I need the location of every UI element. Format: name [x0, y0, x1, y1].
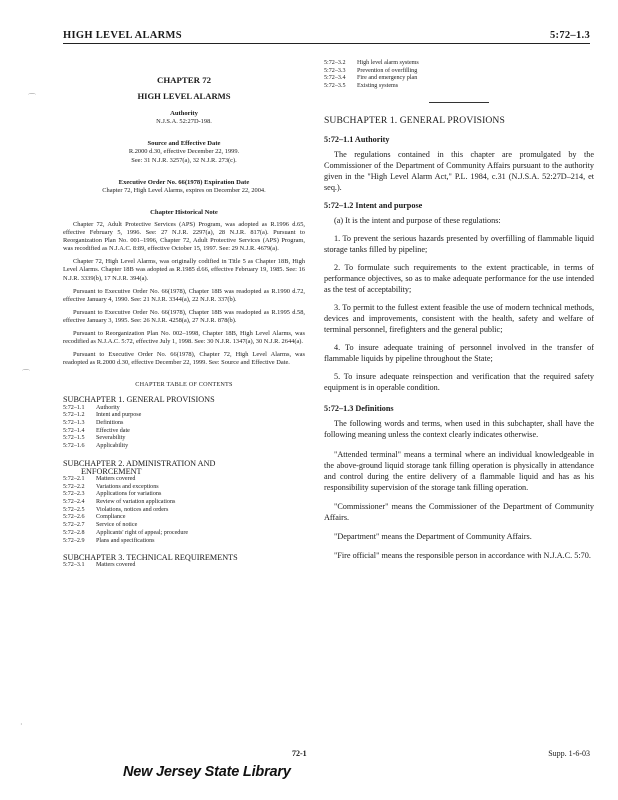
toc-item[interactable]: 5:72–1.2 Intent and purpose: [63, 412, 142, 419]
toc-item[interactable]: 5:72–2.5 Violations, notices and orders: [63, 506, 169, 513]
list-item: 4. To insure adequate training of personnel involved in the transfer of flammable liquids by pipeline throughout the State;: [324, 342, 594, 363]
section-divider: [429, 102, 489, 103]
toc-item[interactable]: 5:72–2.4 Review of variation applications: [63, 499, 176, 506]
scan-mark-icon: ⌒: [22, 369, 30, 378]
history-heading: Chapter Historical Note: [150, 208, 218, 216]
toc-item[interactable]: 5:72–3.1 Matters covered: [63, 562, 136, 569]
definition-item: "Fire official" means the responsible person in accordance with N.J.A.C. 5:70.: [334, 550, 591, 560]
eo-text: Chapter 72, High Level Alarms, expires on December 22, 2004.: [102, 186, 266, 194]
source-line-2: See: 31 N.J.R. 3257(a), 32 N.J.R. 273(c).: [131, 156, 237, 164]
definition-item: "Department" means the Department of Community Affairs.: [334, 531, 532, 541]
toc-item[interactable]: 5:72–2.6 Compliance: [63, 514, 126, 521]
toc-subchapter-3[interactable]: SUBCHAPTER 3. TECHNICAL REQUIREMENTS: [63, 553, 238, 563]
eo-heading: Executive Order No. 66(1978) Expiration Date: [118, 178, 250, 186]
history-paragraph: Chapter 72, Adult Protective Services (APS) Program, was adopted as R.1996 d.65, effective February 5, 1996. See: 27 N.J.R. 2297(a), 28 N.J.R. 817(a). Pursuant to Reorganization Plan No. 001–1996, Chapter 72, Adult Protective Services (APS) Program, was recodified as N.J.A.C. 8:89, effective October 15, 1997. See: 29 N.J.R. 4679(a).: [63, 220, 305, 253]
toc-subchapter-2[interactable]: SUBCHAPTER 2. ADMINISTRATION AND: [63, 458, 216, 468]
authority-heading: Authority: [170, 110, 198, 118]
toc-item[interactable]: 5:72–2.9 Plans and specifications: [63, 537, 155, 544]
toc-item[interactable]: 5:72–3.2 High level alarm systems: [324, 60, 419, 66]
page-number: 72-1: [292, 749, 307, 758]
right-column: [324, 60, 594, 569]
definition-item: "Commissioner" means the Commissioner of the Department of Community Affairs.: [324, 501, 594, 522]
header-title: HIGH LEVEL ALARMS: [63, 30, 182, 41]
running-header: [63, 27, 590, 44]
header-section-number: 5:72–1.3: [549, 30, 590, 41]
toc-item[interactable]: 5:72–1.4 Effective date: [63, 427, 130, 434]
toc-list-subchapter-1: [63, 405, 305, 451]
section-body: The regulations contained in this chapter are promulgated by the Commissioner of the Department of Community Affairs pursuant to the authority given in the "High Level Alarm Act," P.L. 1984, c.31 (N.J.S.A. 52:27D–214, et seq.).: [324, 149, 594, 192]
history-paragraph: Pursuant to Reorganization Plan No. 002–1998, Chapter 18B, High Level Alarms, was recodified as N.J.A.C. 5:72, effective July 1, 1998. See: 30 N.J.R. 1347(a), 30 N.J.R. 2644(a).: [63, 329, 305, 346]
supplement-date: Supp. 1-6-03: [548, 749, 590, 758]
chapter-name: HIGH LEVEL ALARMS: [137, 91, 231, 102]
definition-item: "Attended terminal" means a terminal where an individual knowledgeable in the above-ground liquid storage tank filling operation is physically in attendance and control during the entire delivery of a flammable liquid and has as his responsibility supervision of the storage tank filling operation.: [324, 449, 594, 492]
toc-item[interactable]: 5:72–2.1 Matters covered: [63, 475, 136, 482]
section-body: The following words and terms, when used in this subchapter, shall have the following meaning unless the context clearly indicates otherwise.: [324, 418, 594, 439]
history-paragraph: Pursuant to Executive Order No. 66(1978), Chapter 18B was readopted as R.1990 d.72, effective January 4, 1990. See: 21 N.J.R. 3344(a), 22 N.J.R. 337(b).: [63, 287, 305, 303]
toc-item[interactable]: 5:72–2.2 Variations and exceptions: [63, 483, 159, 490]
section-body: (a) It is the intent and purpose of these regulations:: [334, 215, 501, 225]
list-item: 1. To prevent the serious hazards presented by overfilling of flammable liquid storage tanks filled by pipeline;: [324, 233, 594, 254]
list-item: 3. To permit to the fullest extent feasible the use of modern technical methods, devices and improvements, consistent with the health, safety and welfare of terminal personnel, firefighters and the general public;: [324, 302, 594, 334]
chapter-number: CHAPTER 72: [156, 75, 211, 85]
list-item: 5. To insure adequate reinspection and verification that the required safety equipment is in operable condition.: [324, 371, 594, 392]
toc-list-subchapter-2: [63, 476, 305, 545]
scan-mark-icon: ·: [20, 720, 23, 729]
toc-item[interactable]: 5:72–1.3 Definitions: [63, 419, 124, 426]
authority-text: N.J.S.A. 52:27D-198.: [156, 118, 212, 126]
history-paragraph: Chapter 72, High Level Alarms, was originally codified in Title 5 as Chapter 18B, High Level Alarms. Chapter 18B was adopted as R.1985 d.66, effective February 19, 1985. See: 16 N.J.R. 3339(b), 17 N.J.R. 394(a).: [63, 258, 305, 282]
toc-list-subchapter-3-cont: [324, 60, 594, 91]
list-item: 2. To formulate such requirements to the extent practicable, in terms of performance objectives, so as to make adequate performance for the use intended as the test of acceptability;: [324, 262, 594, 294]
source-line-1: R.2000 d.30, effective December 22, 1999.: [128, 148, 240, 156]
section-heading-intent: 5:72–1.2 Intent and purpose: [324, 200, 423, 210]
library-stamp: New Jersey State Library: [123, 764, 291, 780]
left-column: [63, 62, 305, 570]
scan-mark-icon: ⌒: [28, 93, 36, 102]
history-paragraph: Pursuant to Executive Order No. 66(1978), Chapter 18B was readopted as R.1995 d.58, effective January 3, 1995. See: 26 N.J.R. 4258(a), 27 N.J.R. 878(b).: [63, 308, 305, 324]
toc-title: CHAPTER TABLE OF CONTENTS: [135, 381, 233, 389]
section-heading-definitions: 5:72–1.3 Definitions: [324, 403, 394, 413]
toc-subchapter-1[interactable]: SUBCHAPTER 1. GENERAL PROVISIONS: [63, 395, 215, 405]
source-heading: Source and Effective Date: [147, 140, 221, 148]
toc-item[interactable]: 5:72–1.6 Applicability: [63, 443, 129, 450]
toc-item[interactable]: 5:72–1.5 Severability: [63, 435, 126, 442]
toc-item[interactable]: 5:72–3.3 Prevention of overfilling: [324, 67, 418, 74]
history-paragraph: Pursuant to Executive Order No. 66(1978), Chapter 72, High Level Alarms, was readopted as R.2000 d.30, effective December 22, 1999. See: Source and Effective Date.: [63, 351, 305, 367]
toc-subchapter-2-cont: ENFORCEMENT: [81, 466, 142, 476]
toc-item[interactable]: 5:72–2.3 Applications for variations: [63, 491, 162, 498]
toc-item[interactable]: 5:72–2.8 Applicants' right of appeal; procedure: [63, 529, 189, 536]
section-heading-authority: 5:72–1.1 Authority: [324, 134, 390, 144]
toc-item[interactable]: 5:72–3.5 Existing systems: [324, 83, 399, 90]
toc-item[interactable]: 5:72–2.7 Service of notice: [63, 522, 138, 529]
toc-item[interactable]: 5:72–3.4 Fire and emergency plan: [324, 75, 418, 82]
toc-list-subchapter-3: [63, 562, 305, 570]
subchapter-heading: SUBCHAPTER 1. GENERAL PROVISIONS: [324, 114, 505, 126]
toc-item[interactable]: 5:72–1.1 Authority: [63, 404, 120, 411]
